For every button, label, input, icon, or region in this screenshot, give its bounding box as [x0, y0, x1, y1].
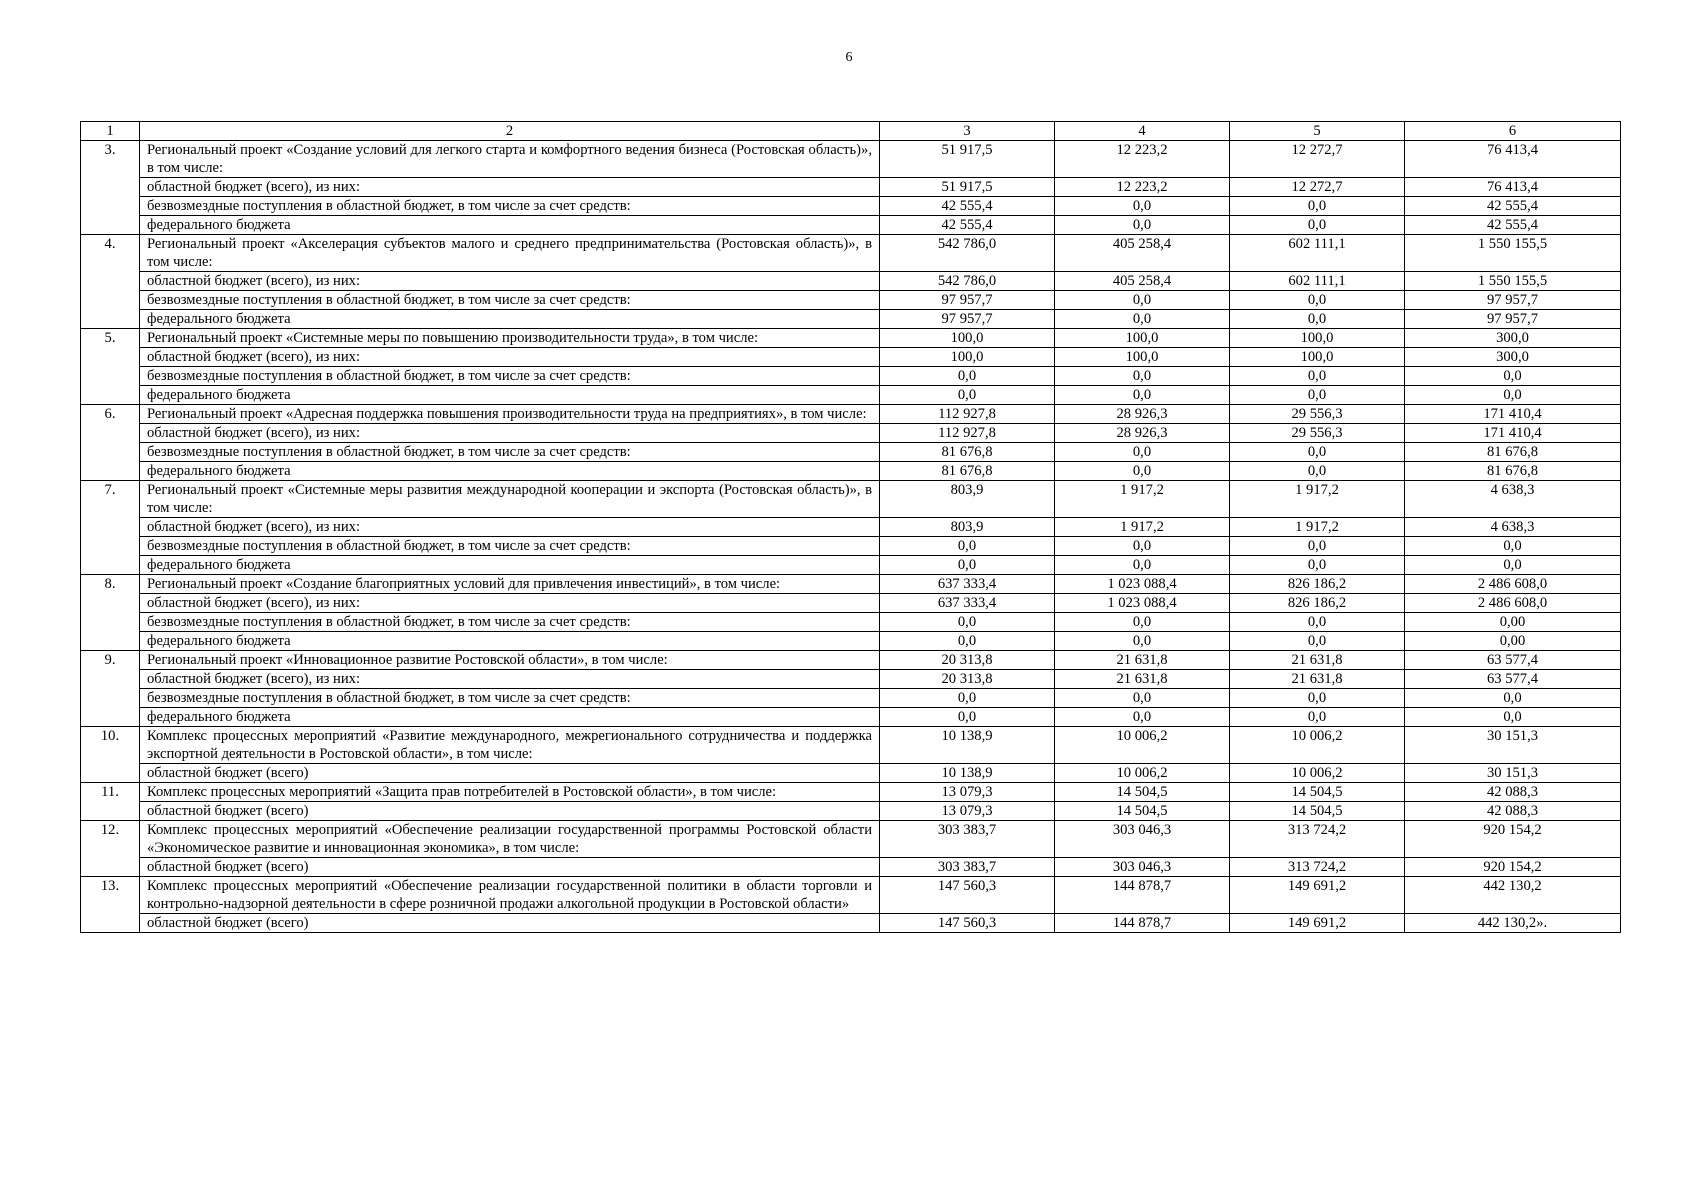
- funding-label: безвозмездные поступления в областной бюджет, в том числе за счет средств:: [140, 689, 880, 708]
- value-cell: 4 638,3: [1405, 481, 1621, 518]
- funding-row: [81, 689, 1621, 708]
- funding-label: областной бюджет (всего), из них:: [140, 348, 880, 367]
- funding-row: [81, 613, 1621, 632]
- project-number: 3.: [81, 141, 140, 235]
- value-cell: 100,0: [1055, 348, 1230, 367]
- value-cell: 14 504,5: [1230, 802, 1405, 821]
- value-cell: 0,00: [1405, 632, 1621, 651]
- funding-row: [81, 424, 1621, 443]
- value-cell: 13 079,3: [880, 783, 1055, 802]
- value-cell: 303 383,7: [880, 821, 1055, 858]
- value-cell: 303 046,3: [1055, 821, 1230, 858]
- project-title: Комплекс процессных мероприятий «Обеспечение реализации государственной программы Ростовской области «Экономическое развитие и инновационная экономика», в том числе:: [140, 821, 880, 858]
- value-cell: 21 631,8: [1055, 670, 1230, 689]
- value-cell: 0,0: [1055, 367, 1230, 386]
- value-cell: 1 917,2: [1055, 481, 1230, 518]
- funding-label: федерального бюджета: [140, 632, 880, 651]
- value-cell: 920 154,2: [1405, 858, 1621, 877]
- funding-label: федерального бюджета: [140, 386, 880, 405]
- value-cell: 1 023 088,4: [1055, 594, 1230, 613]
- header-cell: 1: [81, 122, 140, 141]
- funding-label: областной бюджет (всего): [140, 802, 880, 821]
- value-cell: 0,0: [1230, 632, 1405, 651]
- project-row: [81, 481, 1621, 518]
- project-title: Региональный проект «Создание условий для легкого старта и комфортного ведения бизнеса (Ростовская область)», в том числе:: [140, 141, 880, 178]
- project-row: [81, 783, 1621, 802]
- value-cell: 0,00: [1405, 613, 1621, 632]
- value-cell: 10 006,2: [1230, 727, 1405, 764]
- value-cell: 100,0: [1230, 329, 1405, 348]
- project-row: [81, 651, 1621, 670]
- value-cell: 171 410,4: [1405, 424, 1621, 443]
- value-cell: 12 223,2: [1055, 141, 1230, 178]
- value-cell: 313 724,2: [1230, 858, 1405, 877]
- funding-label: федерального бюджета: [140, 216, 880, 235]
- value-cell: 171 410,4: [1405, 405, 1621, 424]
- value-cell: 0,0: [1230, 310, 1405, 329]
- funding-label: областной бюджет (всего), из них:: [140, 424, 880, 443]
- value-cell: 300,0: [1405, 329, 1621, 348]
- funding-row: [81, 272, 1621, 291]
- funding-label: безвозмездные поступления в областной бюджет, в том числе за счет средств:: [140, 537, 880, 556]
- funding-label: безвозмездные поступления в областной бюджет, в том числе за счет средств:: [140, 291, 880, 310]
- value-cell: 0,0: [1405, 367, 1621, 386]
- value-cell: 0,0: [1055, 216, 1230, 235]
- funding-row: [81, 310, 1621, 329]
- value-cell: 602 111,1: [1230, 235, 1405, 272]
- value-cell: 29 556,3: [1230, 424, 1405, 443]
- project-title: Региональный проект «Создание благоприятных условий для привлечения инвестиций», в том числе:: [140, 575, 880, 594]
- value-cell: 0,0: [1055, 537, 1230, 556]
- funding-row: [81, 802, 1621, 821]
- funding-label: федерального бюджета: [140, 462, 880, 481]
- value-cell: 76 413,4: [1405, 141, 1621, 178]
- value-cell: 14 504,5: [1055, 802, 1230, 821]
- value-cell: 10 138,9: [880, 764, 1055, 783]
- value-cell: 20 313,8: [880, 651, 1055, 670]
- value-cell: 112 927,8: [880, 424, 1055, 443]
- funding-row: [81, 556, 1621, 575]
- funding-label: безвозмездные поступления в областной бюджет, в том числе за счет средств:: [140, 197, 880, 216]
- funding-row: [81, 348, 1621, 367]
- value-cell: 803,9: [880, 518, 1055, 537]
- value-cell: 0,0: [1230, 689, 1405, 708]
- value-cell: 97 957,7: [880, 310, 1055, 329]
- value-cell: 42 088,3: [1405, 783, 1621, 802]
- value-cell: 0,0: [1405, 537, 1621, 556]
- value-cell: 0,0: [1405, 386, 1621, 405]
- funding-row: [81, 537, 1621, 556]
- value-cell: 42 555,4: [880, 197, 1055, 216]
- value-cell: 12 272,7: [1230, 141, 1405, 178]
- value-cell: 10 006,2: [1230, 764, 1405, 783]
- value-cell: 2 486 608,0: [1405, 594, 1621, 613]
- funding-label: областной бюджет (всего): [140, 914, 880, 933]
- funding-row: [81, 197, 1621, 216]
- project-row: [81, 727, 1621, 764]
- project-row: [81, 141, 1621, 178]
- project-row: [81, 575, 1621, 594]
- project-title: Региональный проект «Системные меры развития международной кооперации и экспорта (Ростовская область)», в том числе:: [140, 481, 880, 518]
- value-cell: 0,0: [1055, 708, 1230, 727]
- value-cell: 112 927,8: [880, 405, 1055, 424]
- value-cell: 0,0: [1230, 197, 1405, 216]
- funding-row: [81, 764, 1621, 783]
- value-cell: 12 272,7: [1230, 178, 1405, 197]
- value-cell: 30 151,3: [1405, 727, 1621, 764]
- value-cell: 0,0: [1230, 537, 1405, 556]
- value-cell: 0,0: [1230, 386, 1405, 405]
- funding-label: областной бюджет (всего), из них:: [140, 594, 880, 613]
- value-cell: 10 138,9: [880, 727, 1055, 764]
- value-cell: 0,0: [1055, 310, 1230, 329]
- value-cell: 602 111,1: [1230, 272, 1405, 291]
- value-cell: 0,0: [880, 708, 1055, 727]
- value-cell: 149 691,2: [1230, 914, 1405, 933]
- project-row: [81, 405, 1621, 424]
- funding-row: [81, 914, 1621, 933]
- project-number: 7.: [81, 481, 140, 575]
- value-cell: 97 957,7: [880, 291, 1055, 310]
- value-cell: 4 638,3: [1405, 518, 1621, 537]
- value-cell: 542 786,0: [880, 235, 1055, 272]
- project-title: Комплекс процессных мероприятий «Защита прав потребителей в Ростовской области», в том числе:: [140, 783, 880, 802]
- funding-row: [81, 632, 1621, 651]
- value-cell: 0,0: [1055, 556, 1230, 575]
- project-number: 11.: [81, 783, 140, 821]
- value-cell: 149 691,2: [1230, 877, 1405, 914]
- project-number: 6.: [81, 405, 140, 481]
- value-cell: 1 550 155,5: [1405, 235, 1621, 272]
- project-number: 12.: [81, 821, 140, 877]
- value-cell: 1 917,2: [1230, 481, 1405, 518]
- value-cell: 1 917,2: [1055, 518, 1230, 537]
- value-cell: 303 046,3: [1055, 858, 1230, 877]
- value-cell: 920 154,2: [1405, 821, 1621, 858]
- funding-row: [81, 443, 1621, 462]
- funding-row: [81, 386, 1621, 405]
- value-cell: 0,0: [1230, 216, 1405, 235]
- project-row: [81, 329, 1621, 348]
- value-cell: 826 186,2: [1230, 594, 1405, 613]
- value-cell: 21 631,8: [1230, 651, 1405, 670]
- value-cell: 0,0: [1230, 556, 1405, 575]
- header-cell: 6: [1405, 122, 1621, 141]
- value-cell: 63 577,4: [1405, 670, 1621, 689]
- value-cell: 0,0: [1230, 708, 1405, 727]
- funding-label: безвозмездные поступления в областной бюджет, в том числе за счет средств:: [140, 443, 880, 462]
- header-row: [81, 122, 1621, 141]
- project-title: Комплекс процессных мероприятий «Обеспечение реализации государственной политики в области торговли и контрольно-надзорной деятельности в сфере розничной продажи алкогольной продукции в Ростовской области»: [140, 877, 880, 914]
- value-cell: 0,0: [880, 367, 1055, 386]
- value-cell: 28 926,3: [1055, 405, 1230, 424]
- value-cell: 0,0: [1405, 556, 1621, 575]
- project-title: Комплекс процессных мероприятий «Развитие международного, межрегионального сотрудничества и поддержка экспортной деятельности в Ростовской области», в том числе:: [140, 727, 880, 764]
- value-cell: 100,0: [1055, 329, 1230, 348]
- funding-label: областной бюджет (всего), из них:: [140, 670, 880, 689]
- value-cell: 20 313,8: [880, 670, 1055, 689]
- value-cell: 0,0: [1230, 462, 1405, 481]
- value-cell: 81 676,8: [1405, 443, 1621, 462]
- value-cell: 42 555,4: [880, 216, 1055, 235]
- value-cell: 637 333,4: [880, 594, 1055, 613]
- project-row: [81, 877, 1621, 914]
- value-cell: 97 957,7: [1405, 310, 1621, 329]
- header-cell: 4: [1055, 122, 1230, 141]
- value-cell: 0,0: [1055, 613, 1230, 632]
- value-cell: 0,0: [880, 689, 1055, 708]
- header-cell: 5: [1230, 122, 1405, 141]
- project-title: Региональный проект «Акселерация субъектов малого и среднего предпринимательства (Ростовская область)», в том числе:: [140, 235, 880, 272]
- funding-label: областной бюджет (всего), из них:: [140, 272, 880, 291]
- funding-label: безвозмездные поступления в областной бюджет, в том числе за счет средств:: [140, 367, 880, 386]
- value-cell: 30 151,3: [1405, 764, 1621, 783]
- project-number: 4.: [81, 235, 140, 329]
- funding-label: федерального бюджета: [140, 556, 880, 575]
- budget-table: [80, 121, 1621, 933]
- page-number: 6: [845, 50, 853, 65]
- value-cell: 81 676,8: [1405, 462, 1621, 481]
- value-cell: 1 917,2: [1230, 518, 1405, 537]
- value-cell: 76 413,4: [1405, 178, 1621, 197]
- value-cell: 42 088,3: [1405, 802, 1621, 821]
- value-cell: 442 130,2».: [1405, 914, 1621, 933]
- project-row: [81, 235, 1621, 272]
- value-cell: 81 676,8: [880, 462, 1055, 481]
- value-cell: 0,0: [880, 386, 1055, 405]
- value-cell: 0,0: [1230, 291, 1405, 310]
- value-cell: 405 258,4: [1055, 235, 1230, 272]
- value-cell: 442 130,2: [1405, 877, 1621, 914]
- value-cell: 405 258,4: [1055, 272, 1230, 291]
- value-cell: 0,0: [1405, 708, 1621, 727]
- project-title: Региональный проект «Адресная поддержка повышения производительности труда на предприятиях», в том числе:: [140, 405, 880, 424]
- value-cell: 0,0: [880, 556, 1055, 575]
- value-cell: 100,0: [880, 329, 1055, 348]
- funding-row: [81, 858, 1621, 877]
- funding-label: федерального бюджета: [140, 708, 880, 727]
- project-number: 5.: [81, 329, 140, 405]
- value-cell: 0,0: [1055, 462, 1230, 481]
- value-cell: 0,0: [1230, 443, 1405, 462]
- funding-label: областной бюджет (всего), из них:: [140, 178, 880, 197]
- project-title: Региональный проект «Инновационное развитие Ростовской области», в том числе:: [140, 651, 880, 670]
- value-cell: 100,0: [1230, 348, 1405, 367]
- value-cell: 51 917,5: [880, 141, 1055, 178]
- value-cell: 313 724,2: [1230, 821, 1405, 858]
- value-cell: 14 504,5: [1230, 783, 1405, 802]
- funding-label: областной бюджет (всего): [140, 764, 880, 783]
- value-cell: 28 926,3: [1055, 424, 1230, 443]
- value-cell: 0,0: [1055, 443, 1230, 462]
- value-cell: 42 555,4: [1405, 216, 1621, 235]
- value-cell: 0,0: [1405, 689, 1621, 708]
- project-number: 8.: [81, 575, 140, 651]
- funding-row: [81, 594, 1621, 613]
- value-cell: 0,0: [880, 632, 1055, 651]
- value-cell: 51 917,5: [880, 178, 1055, 197]
- funding-row: [81, 216, 1621, 235]
- value-cell: 147 560,3: [880, 914, 1055, 933]
- value-cell: 10 006,2: [1055, 727, 1230, 764]
- project-number: 13.: [81, 877, 140, 933]
- funding-label: областной бюджет (всего), из них:: [140, 518, 880, 537]
- value-cell: 826 186,2: [1230, 575, 1405, 594]
- project-number: 10.: [81, 727, 140, 783]
- value-cell: 21 631,8: [1055, 651, 1230, 670]
- value-cell: 14 504,5: [1055, 783, 1230, 802]
- value-cell: 0,0: [1055, 197, 1230, 216]
- value-cell: 1 023 088,4: [1055, 575, 1230, 594]
- funding-row: [81, 670, 1621, 689]
- value-cell: 144 878,7: [1055, 914, 1230, 933]
- funding-label: областной бюджет (всего): [140, 858, 880, 877]
- funding-row: [81, 291, 1621, 310]
- funding-row: [81, 367, 1621, 386]
- value-cell: 803,9: [880, 481, 1055, 518]
- value-cell: 0,0: [1055, 291, 1230, 310]
- value-cell: 42 555,4: [1405, 197, 1621, 216]
- project-row: [81, 821, 1621, 858]
- value-cell: 542 786,0: [880, 272, 1055, 291]
- value-cell: 21 631,8: [1230, 670, 1405, 689]
- value-cell: 97 957,7: [1405, 291, 1621, 310]
- value-cell: 2 486 608,0: [1405, 575, 1621, 594]
- funding-label: федерального бюджета: [140, 310, 880, 329]
- value-cell: 0,0: [1055, 386, 1230, 405]
- value-cell: 10 006,2: [1055, 764, 1230, 783]
- value-cell: 12 223,2: [1055, 178, 1230, 197]
- value-cell: 0,0: [1055, 689, 1230, 708]
- header-cell: 2: [140, 122, 880, 141]
- header-cell: 3: [880, 122, 1055, 141]
- value-cell: 0,0: [880, 537, 1055, 556]
- value-cell: 637 333,4: [880, 575, 1055, 594]
- value-cell: 63 577,4: [1405, 651, 1621, 670]
- value-cell: 144 878,7: [1055, 877, 1230, 914]
- funding-row: [81, 462, 1621, 481]
- value-cell: 29 556,3: [1230, 405, 1405, 424]
- funding-row: [81, 708, 1621, 727]
- value-cell: 0,0: [1230, 367, 1405, 386]
- value-cell: 147 560,3: [880, 877, 1055, 914]
- value-cell: 0,0: [880, 613, 1055, 632]
- value-cell: 13 079,3: [880, 802, 1055, 821]
- value-cell: 81 676,8: [880, 443, 1055, 462]
- value-cell: 100,0: [880, 348, 1055, 367]
- funding-row: [81, 518, 1621, 537]
- value-cell: 0,0: [1230, 613, 1405, 632]
- value-cell: 0,0: [1055, 632, 1230, 651]
- funding-row: [81, 178, 1621, 197]
- project-number: 9.: [81, 651, 140, 727]
- value-cell: 303 383,7: [880, 858, 1055, 877]
- project-title: Региональный проект «Системные меры по повышению производительности труда», в том числе:: [140, 329, 880, 348]
- value-cell: 1 550 155,5: [1405, 272, 1621, 291]
- funding-label: безвозмездные поступления в областной бюджет, в том числе за счет средств:: [140, 613, 880, 632]
- value-cell: 300,0: [1405, 348, 1621, 367]
